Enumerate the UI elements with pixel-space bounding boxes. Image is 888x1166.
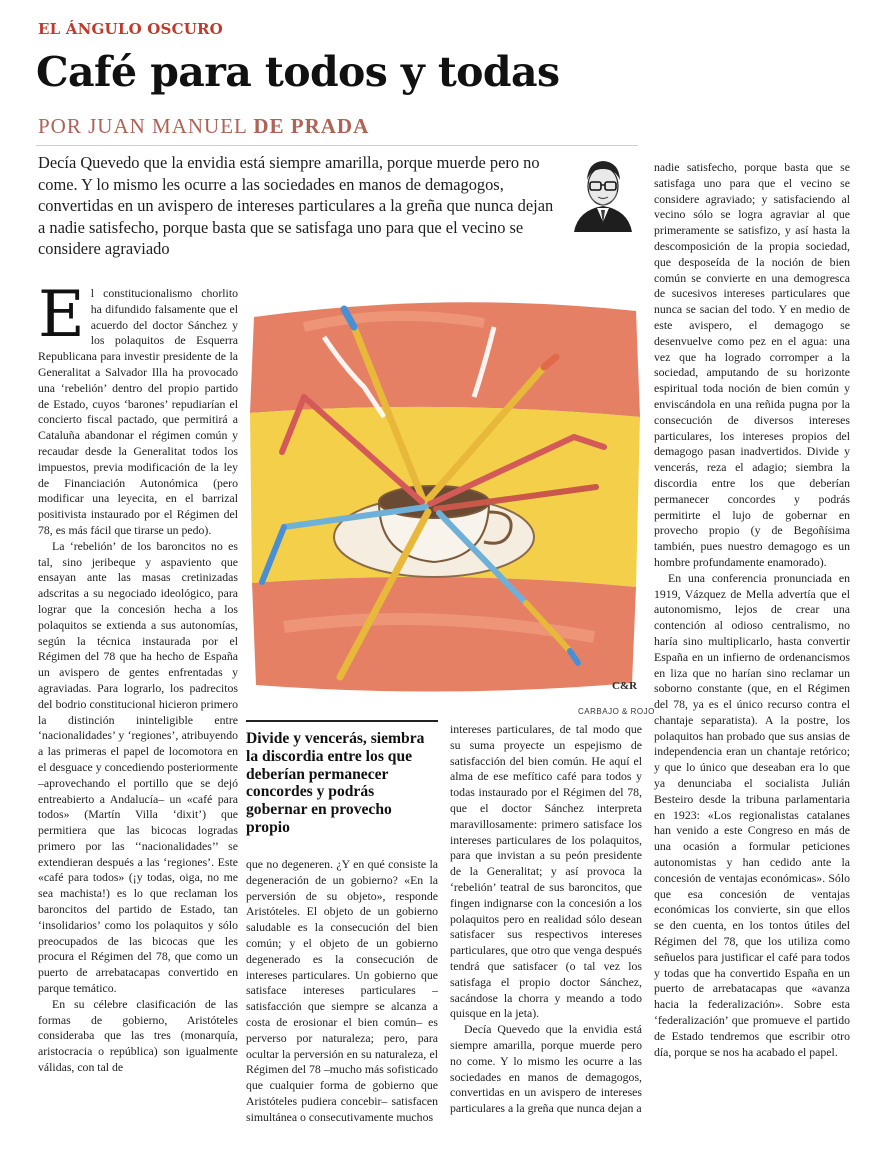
paragraph: intereses particulares, de tal modo que su suma proyecte un espejismo de satisfacción del bien común. He aquí el alma de ese mefítico café para todos y todas instaurado por el Régimen del 78, que el doctor Sánchez interpreta maravillosamente: primero satisface los intereses particulares de los polaquitos, para que invistan a su peón presidente de la Generalitat; y así provoca la ‘rebelión’ teatral de sus baroncitos, que fingen indignarse con la concesión a los polaquitos pero en realidad sólo desean satisfacer sus respectivos intereses particulares, que otro que venga después tendrá que satisfacer (o tal vez los satisfaga el propio doctor Sánchez, sacándose la chorra y meando a todo quisque en la jeta).: [450, 722, 642, 1021]
coffee-cup-illustration: [244, 287, 642, 701]
paragraph: En una conferencia pronunciada en 1919, Vázquez de Mella advertía que el autonomismo, lejos de crear una contención al odioso centralismo, no haría sino multiplicarlo, hasta convertir España en un infierno de ordenancismos en liza que no harían sino reclamar un soborno constante (que, en el Régimen del 78, ya es el único recurso contra el chantaje separatista). A la postre, los polaquitos han probado que sus ansias de independencia eran un chantaje retórico; y que lo único que deseaban era lo que ya denunciaba el socialista Julián Besteiro desde la tribuna parlamentaria en 1923: «Los regionalistas catalanes han venido a este Congreso en más de una ocasión a formular peticiones autonomistas y han cedido ante la concesión de ventajas económicas». Sólo que esa concesión de ventajas económicas los convierte, sin que ellos se den cuenta, en los tontos útiles del Régimen del 78, que los utiliza como señuelos para justificar el café para todos y todas que ha convertido España en un puerto de arrebatacapas que «avanza hacia la federalización». Sobre esta ‘federalización’ que promueve el partido de Estado tendremos que escribir otro día, porque se nos ha acabado el papel.: [654, 570, 850, 1059]
drop-cap: E: [38, 286, 85, 352]
article-column-3: [450, 722, 642, 1153]
byline: [38, 114, 369, 139]
headline: Café para todos y todas: [36, 48, 560, 96]
byline-prefix: POR JUAN MANUEL: [38, 114, 248, 138]
section-label: EL ÁNGULO OSCURO: [38, 20, 223, 38]
article-column-1: [38, 286, 238, 1152]
paragraph-text: l constitucionalismo chorlito ha difundido falsamente que el acuerdo del doctor Sánchez y los polaquitos de Esquerra Republicana para investir presidente de la Generalitat a Salvador Illa ha provocado una ‘rebelión’ dentro del propio partido de Estado, cuyos ‘barones’ repudiarían el concierto fiscal pactado, que permitirá a Cataluña abandonar el régimen común y recaudar desde la Generalitat todos los impuestos, previa modificación de la ley de Financiación Autonómica (pero modificar una leyecita, en el barrizal positivista instaurado por el Régimen del 78, es más fácil que tirarse un pedo).: [38, 286, 238, 537]
paragraph: que no degeneren. ¿Y en qué consiste la degeneración de un gobierno? «En la perversión de su objeto», responde Aristóteles. El objeto de un gobierno saludable es la consecución del bien común; y el objeto de un gobierno degenerado es la consecución de intereses particulares. Un gobierno que satisface intereses particulares –satisfacción que siempre se alcanza a costa de erosionar el bien común– es perverso por naturaleza; pero, para ocultar la perversión en su naturaleza, el Régimen del 78 –mucho más sofisticado que cualquier forma de gobierno que Aristóteles pudiera concebir– satisfacen simultánea o consecutivamente muchos: [246, 857, 438, 1124]
paragraph: En su célebre clasificación de las formas de gobierno, Aristóteles consideraba que las tres (monarquía, aristocracia o república) son igualmente válidas, con tal de: [38, 996, 238, 1075]
header-divider: [36, 145, 638, 146]
paragraph: Decía Quevedo que la envidia está siempre amarilla, porque muerde pero no come. Y lo mismo les ocurre a las sociedades en manos de demagogos, convertidas en un avispero de intereses particulares a la greña que nunca dejan a: [450, 1022, 642, 1116]
byline-surname: DE PRADA: [253, 114, 370, 138]
paragraph: La ‘rebelión’ de los baroncitos no es tal, sino jeribeque y aspaviento que ensayan ante las masas cretinizadas adscritas a su negociado ideológico, para lograr que la concesión hecha a los polaquitos se extienda a sus autonomías, según la técnica instaurada por el Régimen del 78 que ha hecho de España un avispero de gentes enfrentadas y agraviadas. Para lograrlo, los padrecitos del bodrio constitucional hicieron primero la distinción ininteligible entre ‘nacionalidades’ y ‘regiones’, atribuyendo a las primeras el papel de locomotora en el desguace y concediendo posteriormente –aprovechando el portillo que se dejó entreabierto a Andalucía– un «café para todos» (Martín Villa ‘dixit’) que permitiera que las bicocas logradas primero por las ‘‘nacionalidades’’ se extendieran después a las ‘regiones’. Este «café para todos» (¡y todas, oiga, no me sea machista!) es lo que reclaman los baroncitos del partido de Estado, tan ‘insolidarios’ como los polaquitos y sólo preocupados de las bicocas que les procura el Régimen del 78, que como un puerto de arrebatacapas convertido en parque temático.: [38, 538, 238, 996]
paragraph: nadie satisfecho, porque basta que se satisfaga uno para que el vecino se considere agraviado; y satisfaciendo al vecino sólo se logra agraviar al que primeramente se satisfizo, y así hasta la descomposición de la propia sociedad, que desposeída de la noción de bien común se convierte en una demogresca de sucesivos intereses particulares que nunca se sacian del todo. Y en medio de este avispero, el demagogo se desenvuelve como pez en el agua: una vez que ha logrado corromper a la sociedad, amputando de su horizonte espiritual toda noción de bien común y enviscándola en una reñida pugna por la consecución de diversos intereses particulares, los intereses propios del demagogo pasan inadvertidos. Divide y vencerás, reza el adagio; siembra la discordia entre los que deberían permanecer concordes y podrás permitirte el lujo de gobernar en provecho propio (y de Begoñísima también, pues nuestro demagogo es un hombre profundamente enamorado).: [654, 160, 850, 569]
standfirst: Decía Quevedo que la envidia está siempre amarilla, porque muerde pero no come. Y lo mismo les ocurre a las sociedades en manos de demagogos, convertidas en un avispero de intereses particulares a la greña que nunca dejan a nadie satisfecho, porque basta que se satisfaga uno para que el vecino se considere agraviado: [38, 153, 554, 258]
article-column-2: [246, 857, 438, 1153]
illustration-signature: C&R: [612, 680, 638, 692]
illustration-credit: CARBAJO & ROJO: [578, 707, 655, 716]
article-column-4: [654, 160, 850, 1153]
author-portrait: [570, 152, 636, 232]
paragraph: [38, 286, 238, 539]
pull-quote: Divide y vencerás, siembra la discordia entre los que deberían permanecer concordes y podrás gobernar en provecho propio: [246, 720, 438, 837]
